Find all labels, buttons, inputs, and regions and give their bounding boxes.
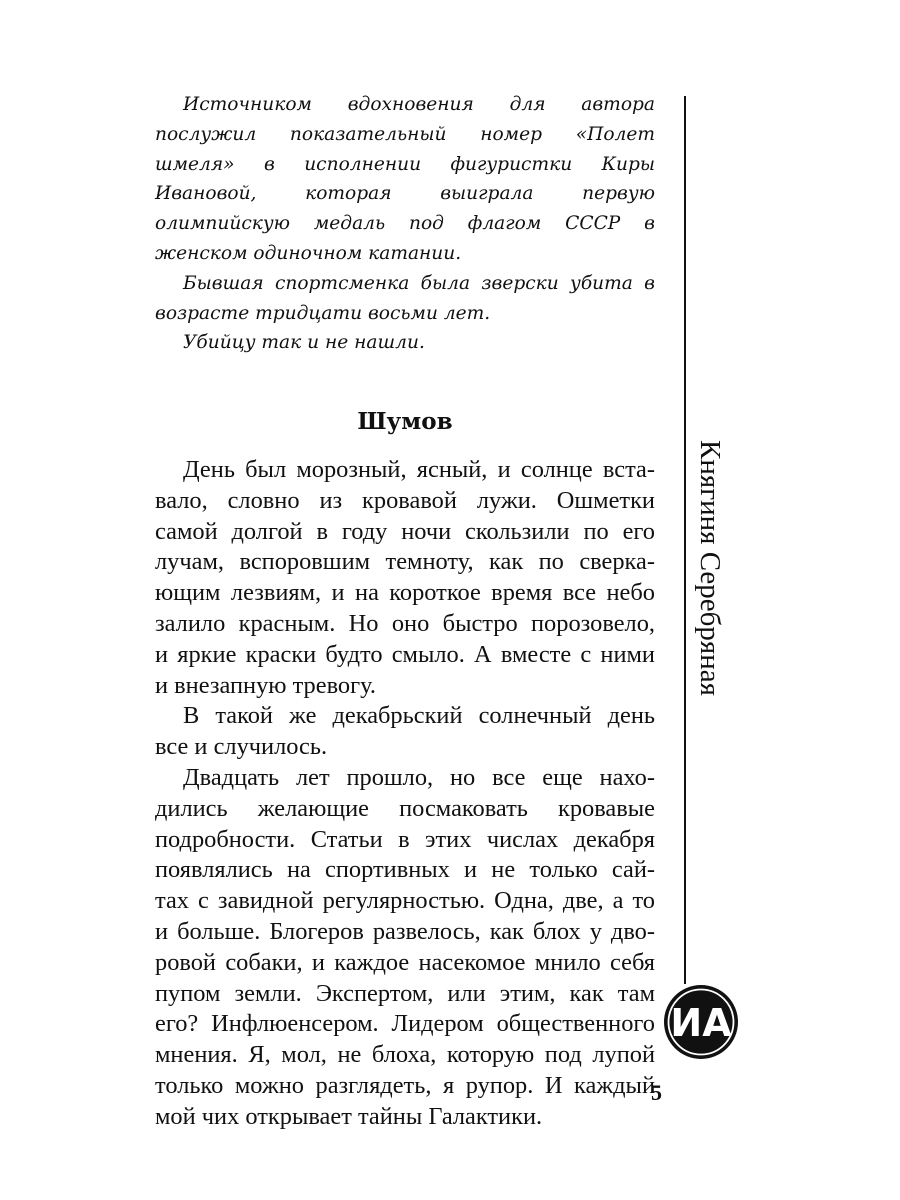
- text-line: и яркие краски будто смыло. А вместе с ними: [155, 640, 655, 668]
- text-line: мой чих открывает тайны Галактики.: [155, 1102, 543, 1130]
- page-number: 5: [651, 1080, 662, 1105]
- text-line: его? Инфлюенсером. Лидером общественного: [155, 1010, 655, 1038]
- text-line: тах с завидной регулярностью. Одна, две, а то: [155, 887, 655, 915]
- text-line: подробности. Статьи в этих числах декабря: [155, 825, 655, 853]
- text-line: ющим лезвиям, и на короткое время все небо: [155, 579, 655, 607]
- publisher-logo-icon: [663, 984, 739, 1060]
- epigraph-paragraph: Бывшая спортсменка была зверски убита в возрасте тридцати восьми лет.: [155, 272, 655, 324]
- text-line: пупом земли. Экспертом, или этим, как там: [155, 979, 655, 1007]
- text-line: мнения. Я, мол, не блоха, которую под лупой: [155, 1041, 655, 1069]
- text-line: самой долгой в году ночи скользили по его: [155, 517, 655, 545]
- text-line: лучам, вспоровшим темноту, как по сверка-: [155, 548, 655, 576]
- text-line: В такой же декабрьский солнечный день: [183, 702, 655, 730]
- epigraph: [155, 90, 655, 358]
- text-line: залило красным. Но оно быстро порозовело,: [155, 609, 655, 637]
- text-line: Двадцать лет прошло, но все еще нахо-: [183, 763, 655, 791]
- text-line: все и случилось.: [155, 733, 328, 761]
- publisher-logo-text: ИА: [670, 1001, 732, 1045]
- chapter-title: Шумов: [357, 408, 453, 435]
- text-line: ровой собаки, и каждое насекомое мнило себя: [155, 948, 655, 976]
- text-line: День был морозный, ясный, и солнце вста-: [183, 456, 655, 483]
- epigraph-paragraph: Убийцу так и не нашли.: [183, 332, 425, 354]
- text-line: дились желающие посмаковать кровавые: [155, 794, 655, 822]
- body-paragraph: [155, 455, 655, 701]
- body-paragraph: [155, 763, 655, 1133]
- text-line: только можно разглядеть, я рупор. И каждый: [155, 1071, 655, 1099]
- chapter-body: [155, 455, 655, 1133]
- text-line: и внезапную тревогу.: [155, 671, 376, 699]
- body-paragraph: [155, 701, 655, 763]
- epigraph-paragraph: Источником вдохновения для автора послужил показательный номер «Полет шмеля» в исполнении фигуристки Киры Ивановой, которая выиграла первую олимпийскую медаль под флагом СССР в женском одиночном катании.: [155, 94, 655, 264]
- running-author: Княгиня Серебряная: [694, 440, 726, 696]
- text-line: и больше. Блогеров развелось, как блох у дво-: [155, 917, 655, 945]
- text-line: появлялись на спортивных и не только сай-: [155, 856, 655, 884]
- text-line: вало, словно из кровавой лужи. Ошметки: [155, 486, 655, 514]
